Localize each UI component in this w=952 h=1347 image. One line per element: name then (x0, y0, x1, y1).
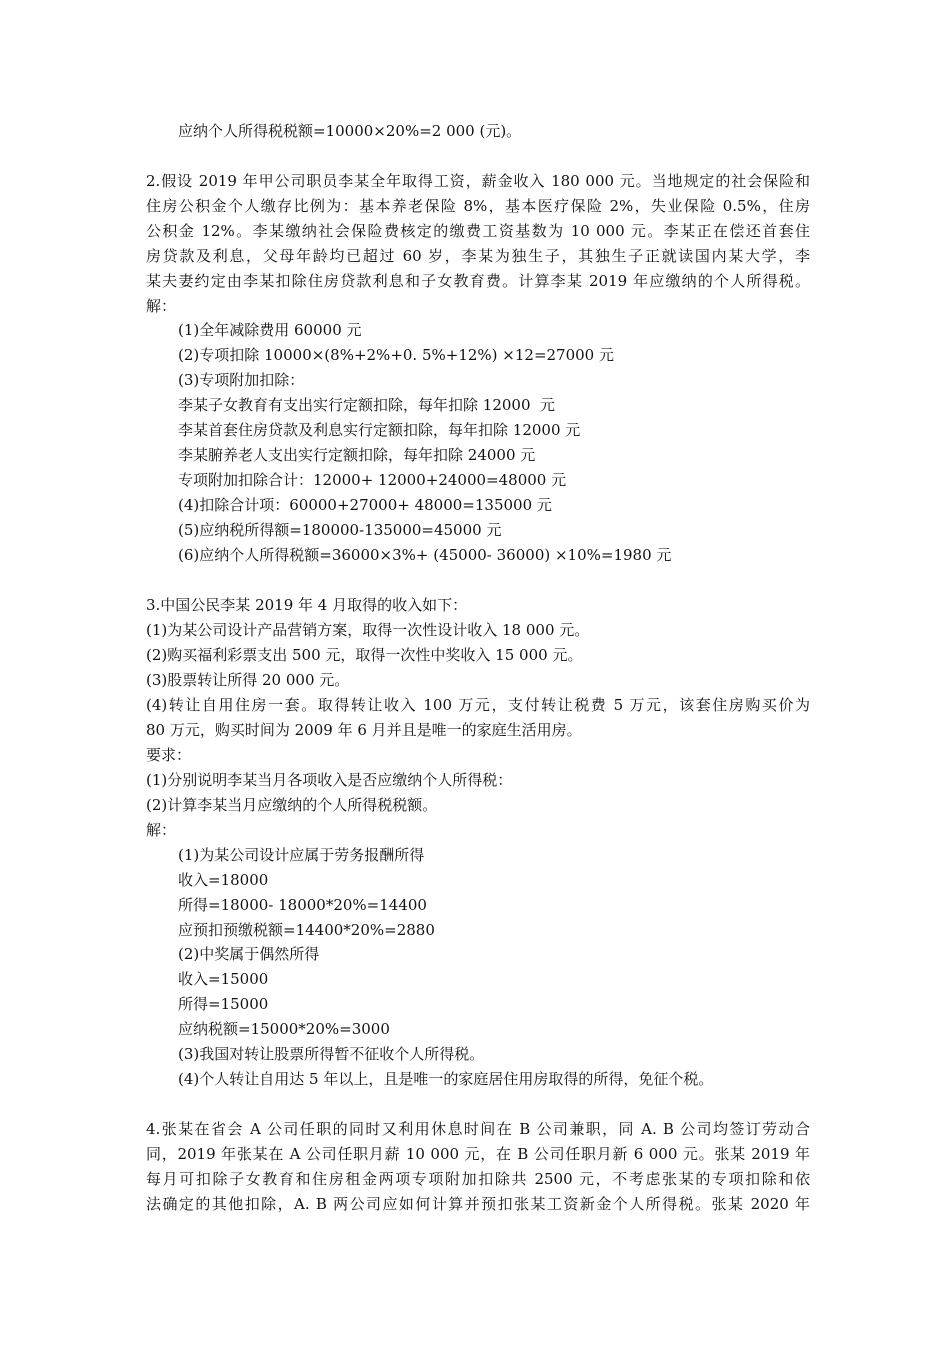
text-line: (1)为某公司设计应属于劳务报酬所得 (178, 846, 425, 864)
text-line: 应纳税额=15000*20%=3000 (178, 1020, 390, 1038)
text-line: 专项附加扣除合计：12000+ 12000+24000=48000 元 (178, 471, 567, 489)
text-line: (2)购买福利彩票支出 500 元，取得一次性中奖收入 15 000 元。 (146, 646, 583, 664)
text-line: 住房公积金个人缴存比例为：基本养老保险 8%，基本医疗保险 2%，失业保险 0.5%，住房 (146, 197, 810, 215)
text-line: (2)专项扣除 10000×(8%+2%+0. 5%+12%) ×12=27000 元 (178, 346, 614, 364)
text-line: 解： (146, 821, 177, 839)
text-line: (1)为某公司设计产品营销方案，取得一次性设计收入 18 000 元。 (146, 621, 590, 639)
text-line: 应纳个人所得税税额=10000×20%=2 000 (元)。 (178, 122, 522, 140)
text-line: 收入=15000 (178, 970, 269, 988)
text-line: (6)应纳个人所得税额=36000×3%+ (45000- 36000) ×10%=1980 元 (178, 546, 672, 564)
text-line: 解： (146, 297, 177, 315)
text-line: 收入=18000 (178, 871, 269, 889)
text-line: (3)股票转让所得 20 000 元。 (146, 671, 350, 689)
text-line: 同，2019 年张某在 A 公司任职月薪 10 000 元，在 B 公司任职月新 6 000 元。张某 2019 年 (146, 1145, 810, 1163)
text-line: (2)计算李某当月应缴纳的个人所得税税额。 (146, 796, 438, 814)
text-line: 李某首套住房贷款及利息实行定额扣除，每年扣除 12000 元 (178, 421, 581, 439)
text-line: 所得=15000 (178, 995, 269, 1013)
text-line: 每月可扣除子女教育和住房租金两项专项附加扣除共 2500 元，不考虑张某的专项扣除和依 (146, 1170, 810, 1188)
text-line: 2.假设 2019 年甲公司职员李某全年取得工资，薪金收入 180 000 元。当地规定的社会保险和 (146, 172, 810, 190)
text-line: 应预扣预缴税额=14400*20%=2880 (178, 921, 435, 939)
text-line: (1)全年减除费用 60000 元 (178, 321, 362, 339)
text-line: (1)分别说明李某当月各项收入是否应缴纳个人所得税： (146, 771, 513, 789)
text-line: (3)我国对转让股票所得暂不征收个人所得税。 (178, 1045, 485, 1063)
text-line: 3.中国公民李某 2019 年 4 月取得的收入如下： (146, 596, 468, 614)
text-line: 法确定的其他扣除，A. B 两公司应如何计算并预扣张某工资新金个人所得税。张某 2020 年 (146, 1195, 810, 1213)
text-line: 80 万元，购买时间为 2009 年 6 月并且是唯一的家庭生活用房。 (146, 721, 582, 739)
text-line: 房贷款及利息，父母年龄均已超过 60 岁，李某为独生子，其独生子正就读国内某大学，李 (146, 247, 810, 265)
text-line: 李某子女教育有支出实行定额扣除，每年扣除 12000 元 (178, 396, 556, 414)
text-line: 要求： (146, 746, 192, 764)
text-line: 李某腑养老人支出实行定额扣除，每年扣除 24000 元 (178, 446, 536, 464)
text-line: 4.张某在省会 A 公司任职的同时又利用休息时间在 B 公司兼职，同 A. B 公司均签订劳动合 (146, 1120, 810, 1138)
text-line: (2)中奖属于偶然所得 (178, 945, 320, 963)
text-line: (3)专项附加扣除： (178, 371, 305, 389)
text-line: 某夫妻约定由李某扣除住房贷款利息和子女教育费。计算李某 2019 年应缴纳的个人所得税。 (146, 272, 810, 290)
text-line: 公积金 12%。李某缴纳社会保险费核定的缴费工资基数为 10 000 元。李某正在偿还首套住 (146, 222, 810, 240)
text-line: (4)个人转让自用达 5 年以上，且是唯一的家庭居住用房取得的所得，免征个税。 (178, 1070, 714, 1088)
text-line: (4)扣除合计项：60000+27000+ 48000=135000 元 (178, 496, 552, 514)
text-line: (4)转让自用住房一套。取得转让收入 100 万元，支付转让税费 5 万元，该套住房购买价为 (146, 696, 810, 714)
text-line: 所得=18000- 18000*20%=14400 (178, 896, 427, 914)
text-line: (5)应纳税所得额=180000-135000=45000 元 (178, 521, 502, 539)
